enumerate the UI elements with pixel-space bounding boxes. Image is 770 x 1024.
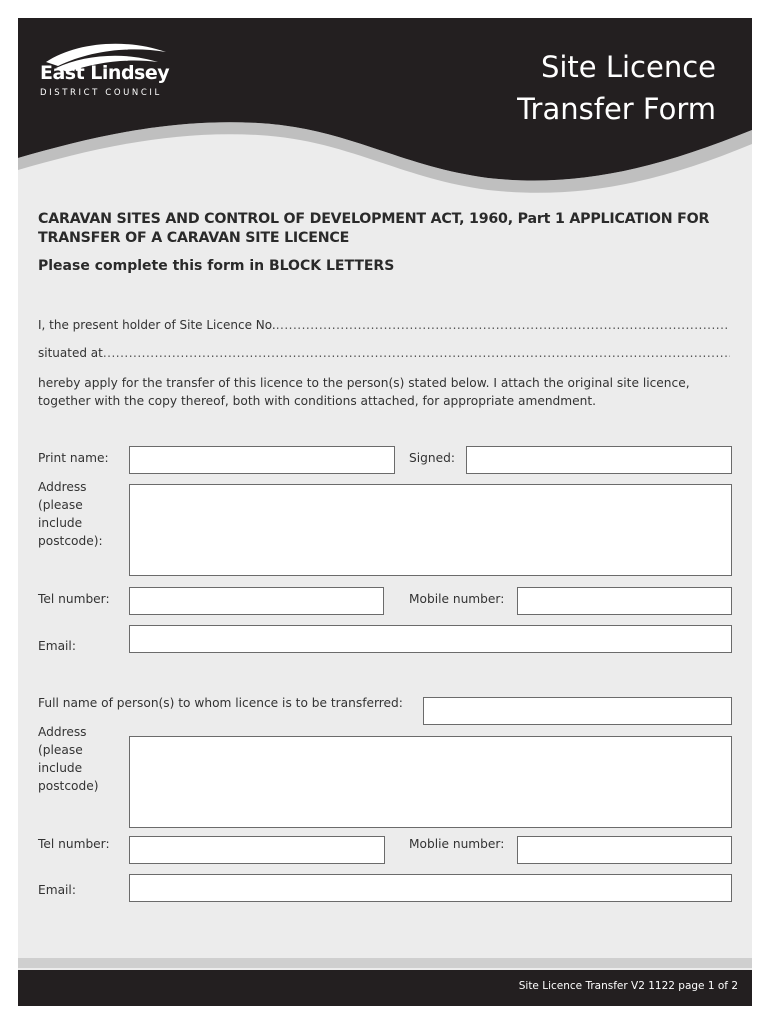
footer-page-info: Site Licence Transfer V2 1122 page 1 of 2 <box>518 980 738 992</box>
footer-shadow <box>18 958 752 968</box>
situated-at-dots <box>103 346 730 360</box>
instruction-text: Please complete this form in BLOCK LETTERS <box>38 258 395 274</box>
situated-at-line[interactable] <box>38 346 730 360</box>
holder-tel-input[interactable] <box>129 587 384 615</box>
transferee-email-label: Email: <box>38 883 76 897</box>
holder-email-input[interactable] <box>129 625 732 653</box>
transferee-email-input[interactable] <box>129 874 732 902</box>
holder-email-label: Email: <box>38 639 76 653</box>
situated-at-label: situated at <box>38 346 103 360</box>
print-name-label: Print name: <box>38 451 109 465</box>
print-name-input[interactable] <box>129 446 395 474</box>
logo-name: East Lindsey <box>40 62 170 84</box>
holder-mobile-input[interactable] <box>517 587 732 615</box>
transferee-tel-label: Tel number: <box>38 837 110 851</box>
signed-label: Signed: <box>409 451 455 465</box>
licence-number-label: I, the present holder of Site Licence No. <box>38 318 276 332</box>
licence-number-line[interactable] <box>38 318 730 332</box>
act-heading: CARAVAN SITES AND CONTROL OF DEVELOPMENT ACT, 1960, Part 1 APPLICATION FOR TRANSFER OF A CARAVAN SITE LICENCE <box>38 211 710 246</box>
transferee-mobile-input[interactable] <box>517 836 732 864</box>
holder-address-label: Address (please include postcode): <box>38 480 103 548</box>
transferee-mobile-label: Moblie number: <box>409 837 505 851</box>
transferee-tel-input[interactable] <box>129 836 385 864</box>
holder-address-input[interactable] <box>129 484 732 576</box>
title-line-1: Site Licence <box>540 50 716 84</box>
transferee-address-label: Address (please include postcode) <box>38 725 99 793</box>
signed-input[interactable] <box>466 446 732 474</box>
transferee-name-label: Full name of person(s) to whom licence is to be transferred: <box>38 696 403 710</box>
transferee-name-input[interactable] <box>423 697 732 725</box>
holder-tel-label: Tel number: <box>38 592 110 606</box>
title-line-2: Transfer Form <box>517 92 716 126</box>
logo-subtitle: DISTRICT COUNCIL <box>40 88 162 98</box>
statement-paragraph: hereby apply for the transfer of this licence to the person(s) stated below. I attach the original site licence, together with the copy thereof, both with conditions attached, for appropriate amendment. <box>38 376 690 408</box>
transferee-address-input[interactable] <box>129 736 732 828</box>
page-title <box>517 46 716 130</box>
holder-mobile-label: Mobile number: <box>409 592 505 606</box>
licence-number-dots <box>276 318 730 332</box>
footer-bar <box>18 970 752 1006</box>
form-page <box>18 18 752 1006</box>
